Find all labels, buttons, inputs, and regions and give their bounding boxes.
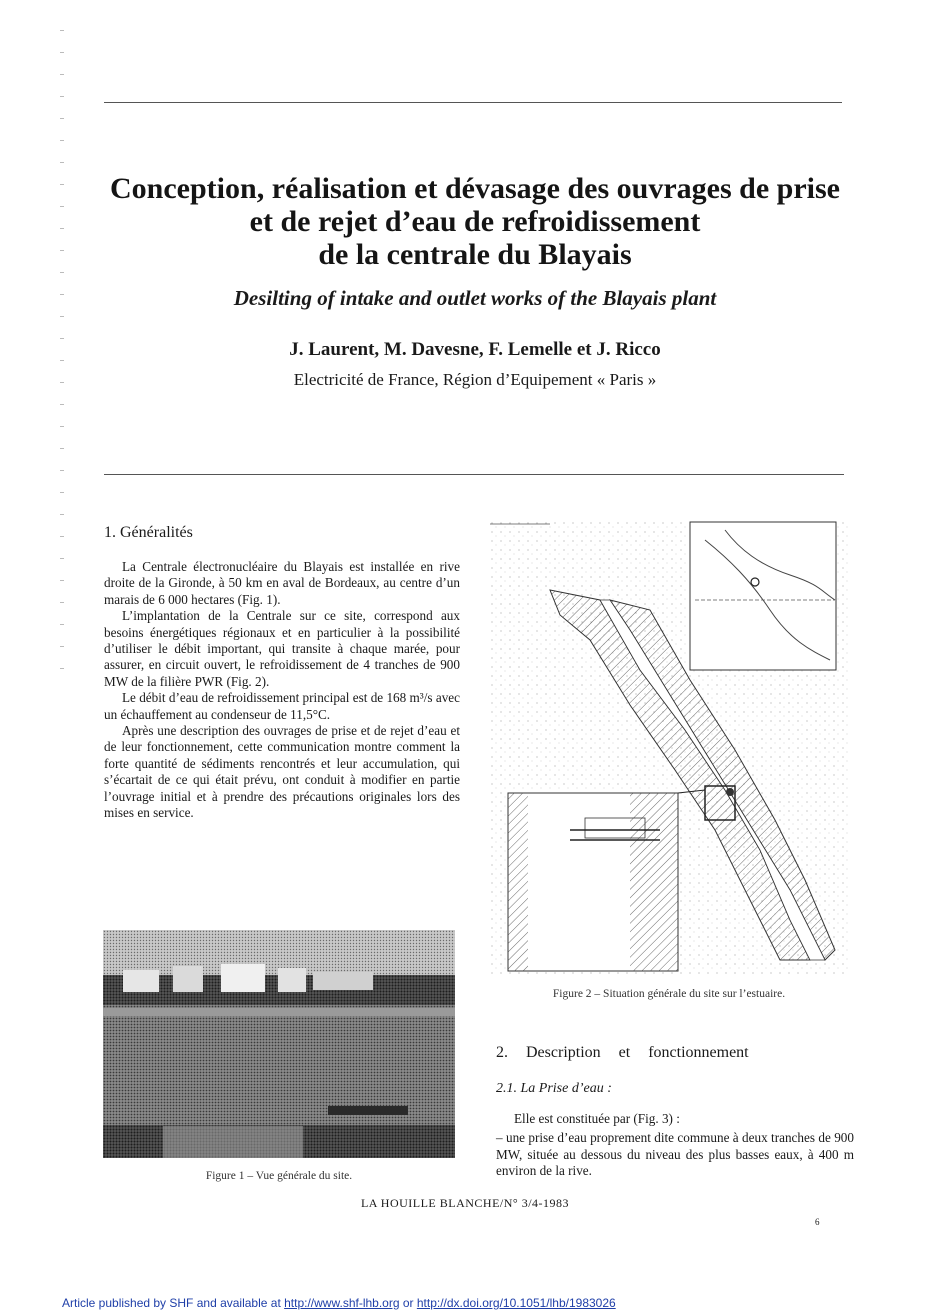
shf-link[interactable]: http://www.shf-lhb.org [284, 1296, 400, 1310]
paragraph: Après une description des ouvrages de prise et de rejet d’eau et de leur fonctionnement, cette communication montre comment la forte quantité de sédiments rencontrés et leur accumulation, qui s’écartait de ce qui était prévu, ont conduit à modifier en partie l’ouvrage initial et à prendre des précautions originales lors des mises en service. [104, 723, 460, 821]
section-2-heading: 2. Description et fonctionnement [496, 1044, 749, 1061]
header-rule [104, 474, 844, 475]
section-2-body [496, 1111, 854, 1180]
title-line-2: et de rejet d’eau de refroidissement [249, 205, 701, 238]
title-line-1: Conception, réalisation et dévasage des ouvrages de prise [110, 172, 840, 205]
section-1-body [104, 559, 460, 822]
scan-margin-marks [60, 30, 64, 670]
publication-footer [62, 1296, 616, 1310]
paragraph: Le débit d’eau de refroidissement principal est de 168 m³/s avec un échauffement au condenseur de 11,5°C. [104, 690, 460, 722]
paragraph: L’implantation de la Centrale sur ce site, correspond aux besoins énergétiques régionaux et en particulier à la possibilité d’utiliser le débit important, qui transite à chaque marée, pour assurer, en circuit ouvert, le refroidissement de 4 tranches de 900 MW de la filière PWR (Fig. 2). [104, 608, 460, 689]
footer-prefix: Article published by SHF and available at [62, 1296, 285, 1310]
doi-link[interactable]: http://dx.doi.org/10.1051/lhb/1983026 [416, 1296, 616, 1310]
figure-2-map [490, 520, 848, 976]
paragraph: – une prise d’eau proprement dite commune à deux tranches de 900 MW, située au dessous du niveau des plus basses eaux, à 400 m environ de la rive. [496, 1130, 854, 1179]
paper-title [90, 172, 860, 271]
journal-reference: LA HOUILLE BLANCHE/N° 3/4-1983 [360, 1196, 570, 1210]
figure-1-caption: Figure 1 – Vue générale du site. [205, 1170, 353, 1182]
paragraph: La Centrale électronucléaire du Blayais est installée en rive droite de la Gironde, à 50 km en aval de Bordeaux, au centre d’un marais de 6 000 hectares (Fig. 1). [104, 559, 460, 607]
figure-2-caption: Figure 2 – Situation générale du site sur l’estuaire. [552, 988, 786, 1000]
footer-middle: or [399, 1296, 417, 1310]
paper-authors: J. Laurent, M. Davesne, F. Lemelle et J. Ricco [289, 339, 661, 360]
author-affiliation: Electricité de France, Région d’Equipement « Paris » [293, 370, 657, 389]
section-2-1-heading: 2.1. La Prise d’eau : [496, 1081, 612, 1096]
paper-subtitle: Desilting of intake and outlet works of the Blayais plant [233, 286, 717, 310]
title-line-3: de la centrale du Blayais [318, 238, 632, 271]
section-1-heading: 1. Généralités [104, 524, 193, 541]
page-number: 6 [815, 1217, 820, 1227]
paragraph: Elle est constituée par (Fig. 3) : [514, 1111, 680, 1126]
figure-1-photo [103, 930, 455, 1158]
top-rule [104, 102, 842, 103]
